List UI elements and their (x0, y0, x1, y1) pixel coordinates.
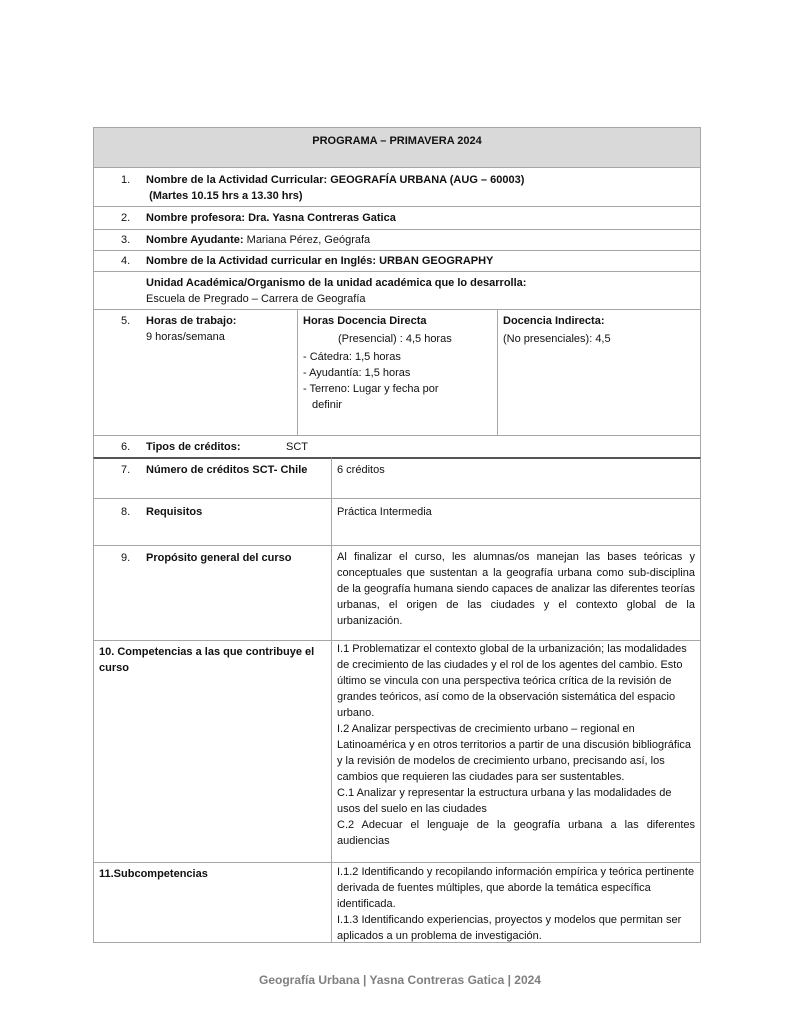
credit-types-label: Tipos de créditos: (146, 441, 241, 453)
row-number: 6. (121, 441, 131, 453)
row-subcompetencies-label (93, 862, 332, 943)
row-academic-unit (93, 271, 701, 310)
row-number: 8. (121, 506, 131, 518)
direct-teaching-title: Horas Docencia Directa (303, 315, 427, 327)
direct-item: - Ayudantía: 1,5 horas (303, 367, 411, 379)
row-number: 2. (121, 212, 131, 224)
credits-label: Número de créditos SCT- Chile (146, 464, 308, 476)
row-professor (93, 206, 701, 230)
row-number: 5. (121, 315, 131, 327)
row-purpose-label (93, 545, 332, 641)
assistant-label: Nombre Ayudante: (146, 234, 244, 246)
purpose-label: Propósito general del curso (146, 552, 292, 564)
activity-name: Nombre de la Actividad Curricular: GEOGRAFÍA URBANA (AUG – 60003) (146, 174, 525, 186)
subcompetency-item: I.1.3 Identificando experiencias, proyectos y modelos que permitan ser aplicados a un problema de investigación. (337, 914, 682, 942)
subcompetencies-label: 11.Subcompetencias (99, 868, 208, 880)
competencies-label: 10. Competencias a las que contribuye el curso (99, 646, 315, 674)
competencies-value-cell (331, 640, 701, 863)
subcompetencies-value-cell (331, 862, 701, 943)
competency-item: I.1 Problematizar el contexto global de la urbanización; las modalidades de crecimiento de las ciudades y el rol de los agentes del cambio. Esto último se vincula con una perspectiva teórica crítica de la revisión de grandes teóricos, así como de la observación sistemática del espacio urbano. (337, 643, 687, 719)
row-number: 4. (121, 255, 131, 267)
direct-teaching-cell (297, 309, 498, 436)
purpose-value: Al finalizar el curso, les alumnas/os manejan las bases teóricas y conceptuales que sustentan a la geografía urbana como sub-disciplina de la geografía humana siendo capaces de analizar las diferentes teorías urbanas, el origen de las ciudades y el contexto global de la urbanización. (337, 551, 695, 627)
row-requirements-label (93, 498, 332, 546)
credits-value: 6 créditos (337, 464, 385, 476)
schedule: (Martes 10.15 hrs a 13.30 hrs) (149, 190, 303, 202)
english-name: Nombre de la Actividad curricular en Inglés: URBAN GEOGRAPHY (146, 255, 494, 267)
credits-value-cell (331, 457, 701, 499)
row-work-hours (93, 309, 298, 436)
academic-unit-value: Escuela de Pregrado – Carrera de Geografía (146, 293, 366, 305)
subcompetency-item: I.1.2 Identificando y recopilando información empírica y teórica pertinente derivada de fuentes múltiples, que aborde la temática específica identificada. (337, 866, 695, 910)
direct-item: - Cátedra: 1,5 horas (303, 351, 401, 363)
purpose-value-cell (331, 545, 701, 641)
row-assistant (93, 229, 701, 251)
direct-item: - Terreno: Lugar y fecha por (303, 383, 439, 395)
requirements-label: Requisitos (146, 506, 203, 518)
credit-types-value: SCT (286, 441, 308, 453)
page-footer: Geografía Urbana | Yasna Contreras Gatica | 2024 (259, 973, 541, 987)
program-header (93, 127, 701, 168)
direct-item: definir (312, 399, 342, 411)
row-number: 1. (121, 174, 131, 186)
row-competencies-label (93, 640, 332, 863)
row-number: 3. (121, 234, 131, 246)
row-number: 9. (121, 552, 131, 564)
work-hours-value: 9 horas/semana (146, 331, 225, 343)
indirect-teaching-title: Docencia Indirecta: (503, 315, 605, 327)
program-title: PROGRAMA – PRIMAVERA 2024 (312, 135, 482, 147)
row-english-name (93, 250, 701, 272)
competency-item: C.1 Analizar y representar la estructura urbana y las modalidades de usos del suelo en las ciudades (337, 787, 672, 815)
direct-teaching-presencial: (Presencial) : 4,5 horas (338, 333, 452, 345)
indirect-teaching-value: (No presenciales): 4,5 (503, 333, 611, 345)
row-credit-types (93, 435, 701, 458)
row-activity-name (93, 167, 701, 207)
assistant-name: Mariana Pérez, Geógrafa (246, 234, 371, 246)
work-hours-label: Horas de trabajo: (146, 315, 237, 327)
competency-item: I.2 Analizar perspectivas de crecimiento urbano – regional en Latinoamérica y en otros territorios a partir de una discusión bibliográfica y la revisión de modelos de crecimiento urbano, precisando así, los cambios que requieren las ciudades para ser sustentables. (337, 723, 692, 783)
row-credits-label (93, 457, 332, 499)
row-number: 7. (121, 464, 131, 476)
indirect-teaching-cell (497, 309, 701, 436)
requirements-value: Práctica Intermedia (337, 506, 432, 518)
requirements-value-cell (331, 498, 701, 546)
competency-item: C.2 Adecuar el lenguaje de la geografía urbana a las diferentes audiencias (337, 819, 695, 847)
professor-name: Nombre profesora: Dra. Yasna Contreras Gatica (146, 212, 396, 224)
academic-unit-label: Unidad Académica/Organismo de la unidad académica que lo desarrolla: (146, 277, 527, 289)
